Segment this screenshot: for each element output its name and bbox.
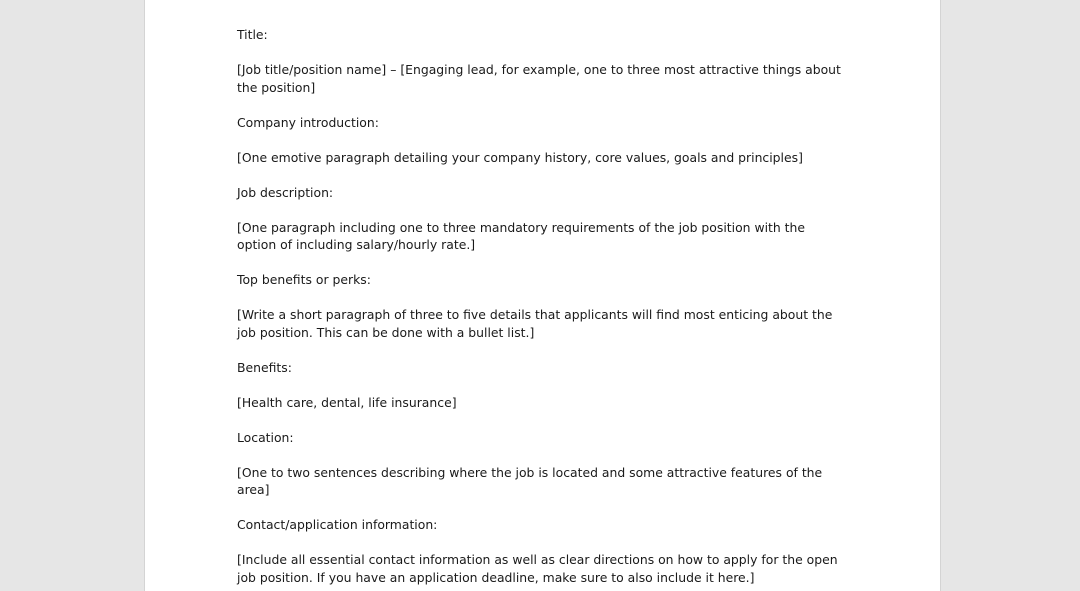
company-introduction-placeholder: [One emotive paragraph detailing your company history, core values, goals and principles] <box>237 149 803 165</box>
document-page[interactable] <box>144 0 941 591</box>
benefits-placeholder: [Health care, dental, life insurance] <box>237 394 457 410</box>
document-body[interactable] <box>237 26 842 591</box>
title-label: Title: <box>237 27 268 42</box>
location-placeholder: [One to two sentences describing where the job is located and some attractive features of the area] <box>237 464 823 497</box>
top-benefits-placeholder: [Write a short paragraph of three to five details that applicants will find most enticing about the job position. This can be done with a bullet list.] <box>237 307 833 340</box>
contact-information-label: Contact/application information: <box>237 517 438 532</box>
location-label: Location: <box>237 429 294 445</box>
company-introduction-label: Company introduction: <box>237 114 379 130</box>
job-description-label: Job description: <box>237 184 334 200</box>
contact-information-placeholder: [Include all essential contact information as well as clear directions on how to apply for the open job position. If you have an application deadline, make sure to also include it here.] <box>237 552 838 585</box>
top-benefits-label: Top benefits or perks: <box>237 272 371 287</box>
job-description-placeholder: [One paragraph including one to three mandatory requirements of the job position with the option of including salary/hourly rate.] <box>237 219 806 252</box>
benefits-label: Benefits: <box>237 359 292 375</box>
title-placeholder: [Job title/position name] – [Engaging lead, for example, one to three most attractive things about the position] <box>237 62 841 95</box>
